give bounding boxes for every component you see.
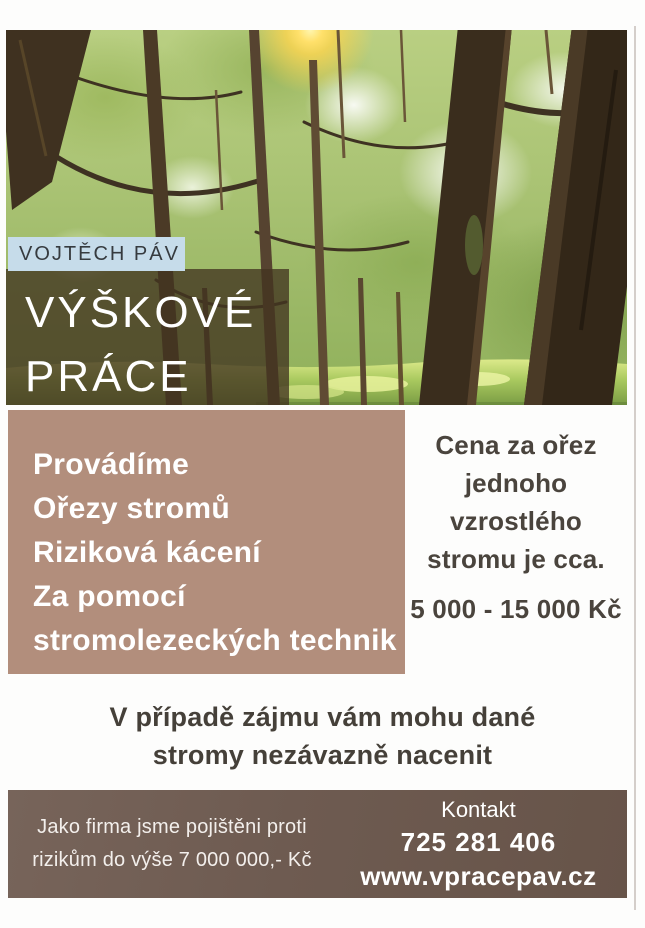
phone-number: 725 281 406 [400, 827, 557, 857]
services-line: Provádíme [33, 448, 190, 481]
contact-block [336, 790, 627, 898]
services-line: Riziková kácení [33, 536, 261, 569]
footer-bar [8, 790, 627, 898]
services-line: Za pomocí [33, 580, 186, 613]
offer-note-line1: V případě zájmu vám mohu dané [109, 702, 536, 732]
price-range: 5 000 - 15 000 Kč [410, 594, 622, 624]
services-line: Ořezy stromů [33, 492, 230, 525]
website-url: www.vpracepav.cz [360, 861, 597, 891]
offer-note-line2: stromy nezávazně nacenit [152, 740, 493, 770]
pricing-intro-line: Cena za ořez [435, 430, 597, 460]
insurance-line1: Jako firma jsme pojištěni proti [37, 816, 307, 838]
page-title [25, 281, 256, 409]
insurance-statement [8, 790, 336, 898]
services-box [8, 410, 405, 674]
offer-note [0, 698, 645, 774]
pricing-intro-line: vzrostlého [449, 506, 583, 536]
page-title-line1: VÝŠKOVÉ [25, 288, 257, 337]
pricing-intro-line: stromu je cca. [427, 544, 605, 574]
insurance-line2: rizikům do výše 7 000 000,- Kč [32, 849, 312, 871]
pricing-intro-line: jednoho [464, 468, 568, 498]
scan-edge-line [634, 26, 636, 910]
contact-label: Kontakt [441, 797, 516, 822]
services-line: stromolezeckých technik [33, 624, 397, 657]
pricing-section [405, 410, 627, 674]
page-title-line2: PRÁCE [25, 352, 192, 401]
brand-label: VOJTĚCH PÁV [8, 237, 185, 271]
